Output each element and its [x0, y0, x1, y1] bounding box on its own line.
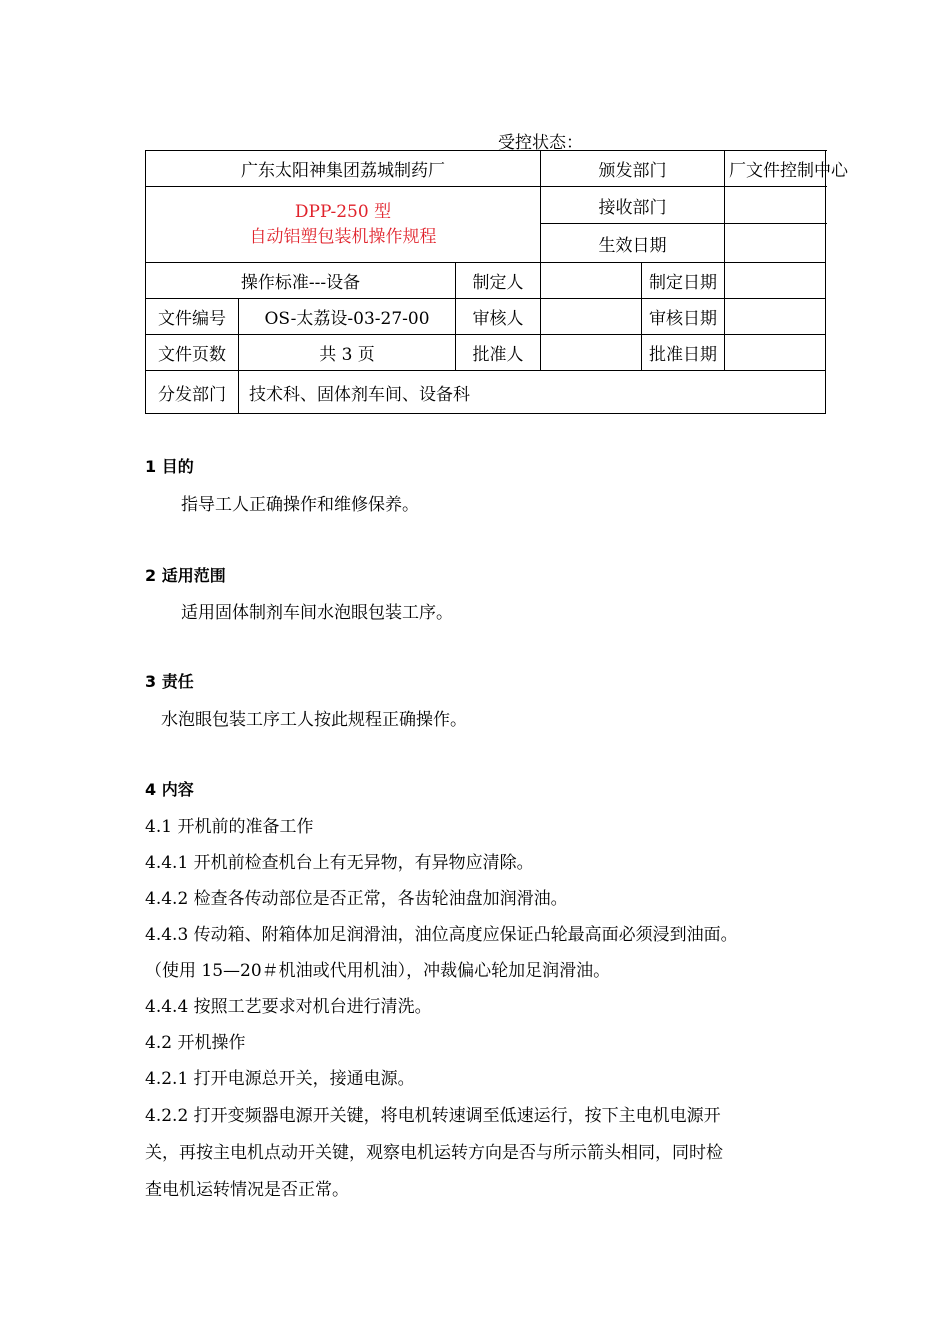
receive-dept-label: 接收部门	[541, 187, 725, 224]
content-line: 4.4.2 检查各传动部位是否正常，各齿轮油盘加润滑油。	[145, 889, 568, 909]
content-line: 4.2 开机操作	[145, 1033, 246, 1053]
content-line: 4.4.1 开机前检查机台上有无异物，有异物应清除。	[145, 853, 534, 873]
document-title-line2: 自动铝塑包装机操作规程	[249, 226, 437, 247]
review-date-label: 审核日期	[642, 299, 725, 335]
content-line: 查电机运转情况是否正常。	[145, 1180, 349, 1200]
section-3-text: 水泡眼包装工序工人按此规程正确操作。	[161, 710, 467, 730]
doc-no-value: OS-太荔设-03-27-00	[239, 299, 456, 335]
draft-date-value	[725, 263, 826, 299]
content-line: 关，再按主电机点动开关键，观察电机运转方向是否与所示箭头相同，同时检	[145, 1143, 723, 1163]
section-1-text: 指导工人正确操作和维修保养。	[181, 495, 419, 515]
section-2-title: 2 适用范围	[145, 566, 226, 585]
reviewer-label: 审核人	[456, 299, 541, 335]
content-line: 4.4.4 按照工艺要求对机台进行清洗。	[145, 997, 432, 1017]
approve-date-label: 批准日期	[642, 335, 725, 371]
issue-dept-value: 厂文件控制中心	[725, 151, 826, 187]
receive-dept-value	[725, 187, 826, 224]
distribution-value: 技术科、固体剂车间、设备科	[239, 371, 826, 414]
approver-value	[541, 335, 642, 371]
document-title-line1: DPP-250 型	[294, 201, 392, 222]
distribution-label: 分发部门	[146, 371, 239, 414]
content-line: 4.1 开机前的准备工作	[145, 817, 314, 837]
approve-date-value	[725, 335, 826, 371]
pages-label: 文件页数	[146, 335, 239, 371]
doc-no-label: 文件编号	[146, 299, 239, 335]
pages-value: 共 3 页	[239, 335, 456, 371]
section-4-title: 4 内容	[145, 780, 194, 799]
section-3-title: 3 责任	[145, 672, 194, 691]
standard-type: 操作标准---设备	[146, 263, 456, 299]
company-name: 广东太阳神集团荔城制药厂	[146, 151, 541, 187]
drafter-label: 制定人	[456, 263, 541, 299]
document-title	[146, 187, 541, 263]
drafter-value	[541, 263, 642, 299]
content-line: 4.2.1 打开电源总开关，接通电源。	[145, 1069, 415, 1089]
effective-date-label: 生效日期	[541, 224, 725, 263]
review-date-value	[725, 299, 826, 335]
content-line: （使用 15—20＃机油或代用机油），冲裁偏心轮加足润滑油。	[145, 961, 611, 981]
approver-label: 批准人	[456, 335, 541, 371]
control-status-label: 受控状态：	[498, 133, 583, 153]
content-line: 4.2.2 打开变频器电源开关键，将电机转速调至低速运行，按下主电机电源开	[145, 1106, 721, 1126]
section-1-title: 1 目的	[145, 457, 194, 476]
draft-date-label: 制定日期	[642, 263, 725, 299]
issue-dept-label: 颁发部门	[541, 151, 725, 187]
section-2-text: 适用固体制剂车间水泡眼包装工序。	[181, 603, 453, 623]
effective-date-value	[725, 224, 826, 263]
document-header-table	[145, 150, 848, 414]
reviewer-value	[541, 299, 642, 335]
content-line: 4.4.3 传动箱、附箱体加足润滑油，油位高度应保证凸轮最高面必须浸到油面。	[145, 925, 738, 945]
